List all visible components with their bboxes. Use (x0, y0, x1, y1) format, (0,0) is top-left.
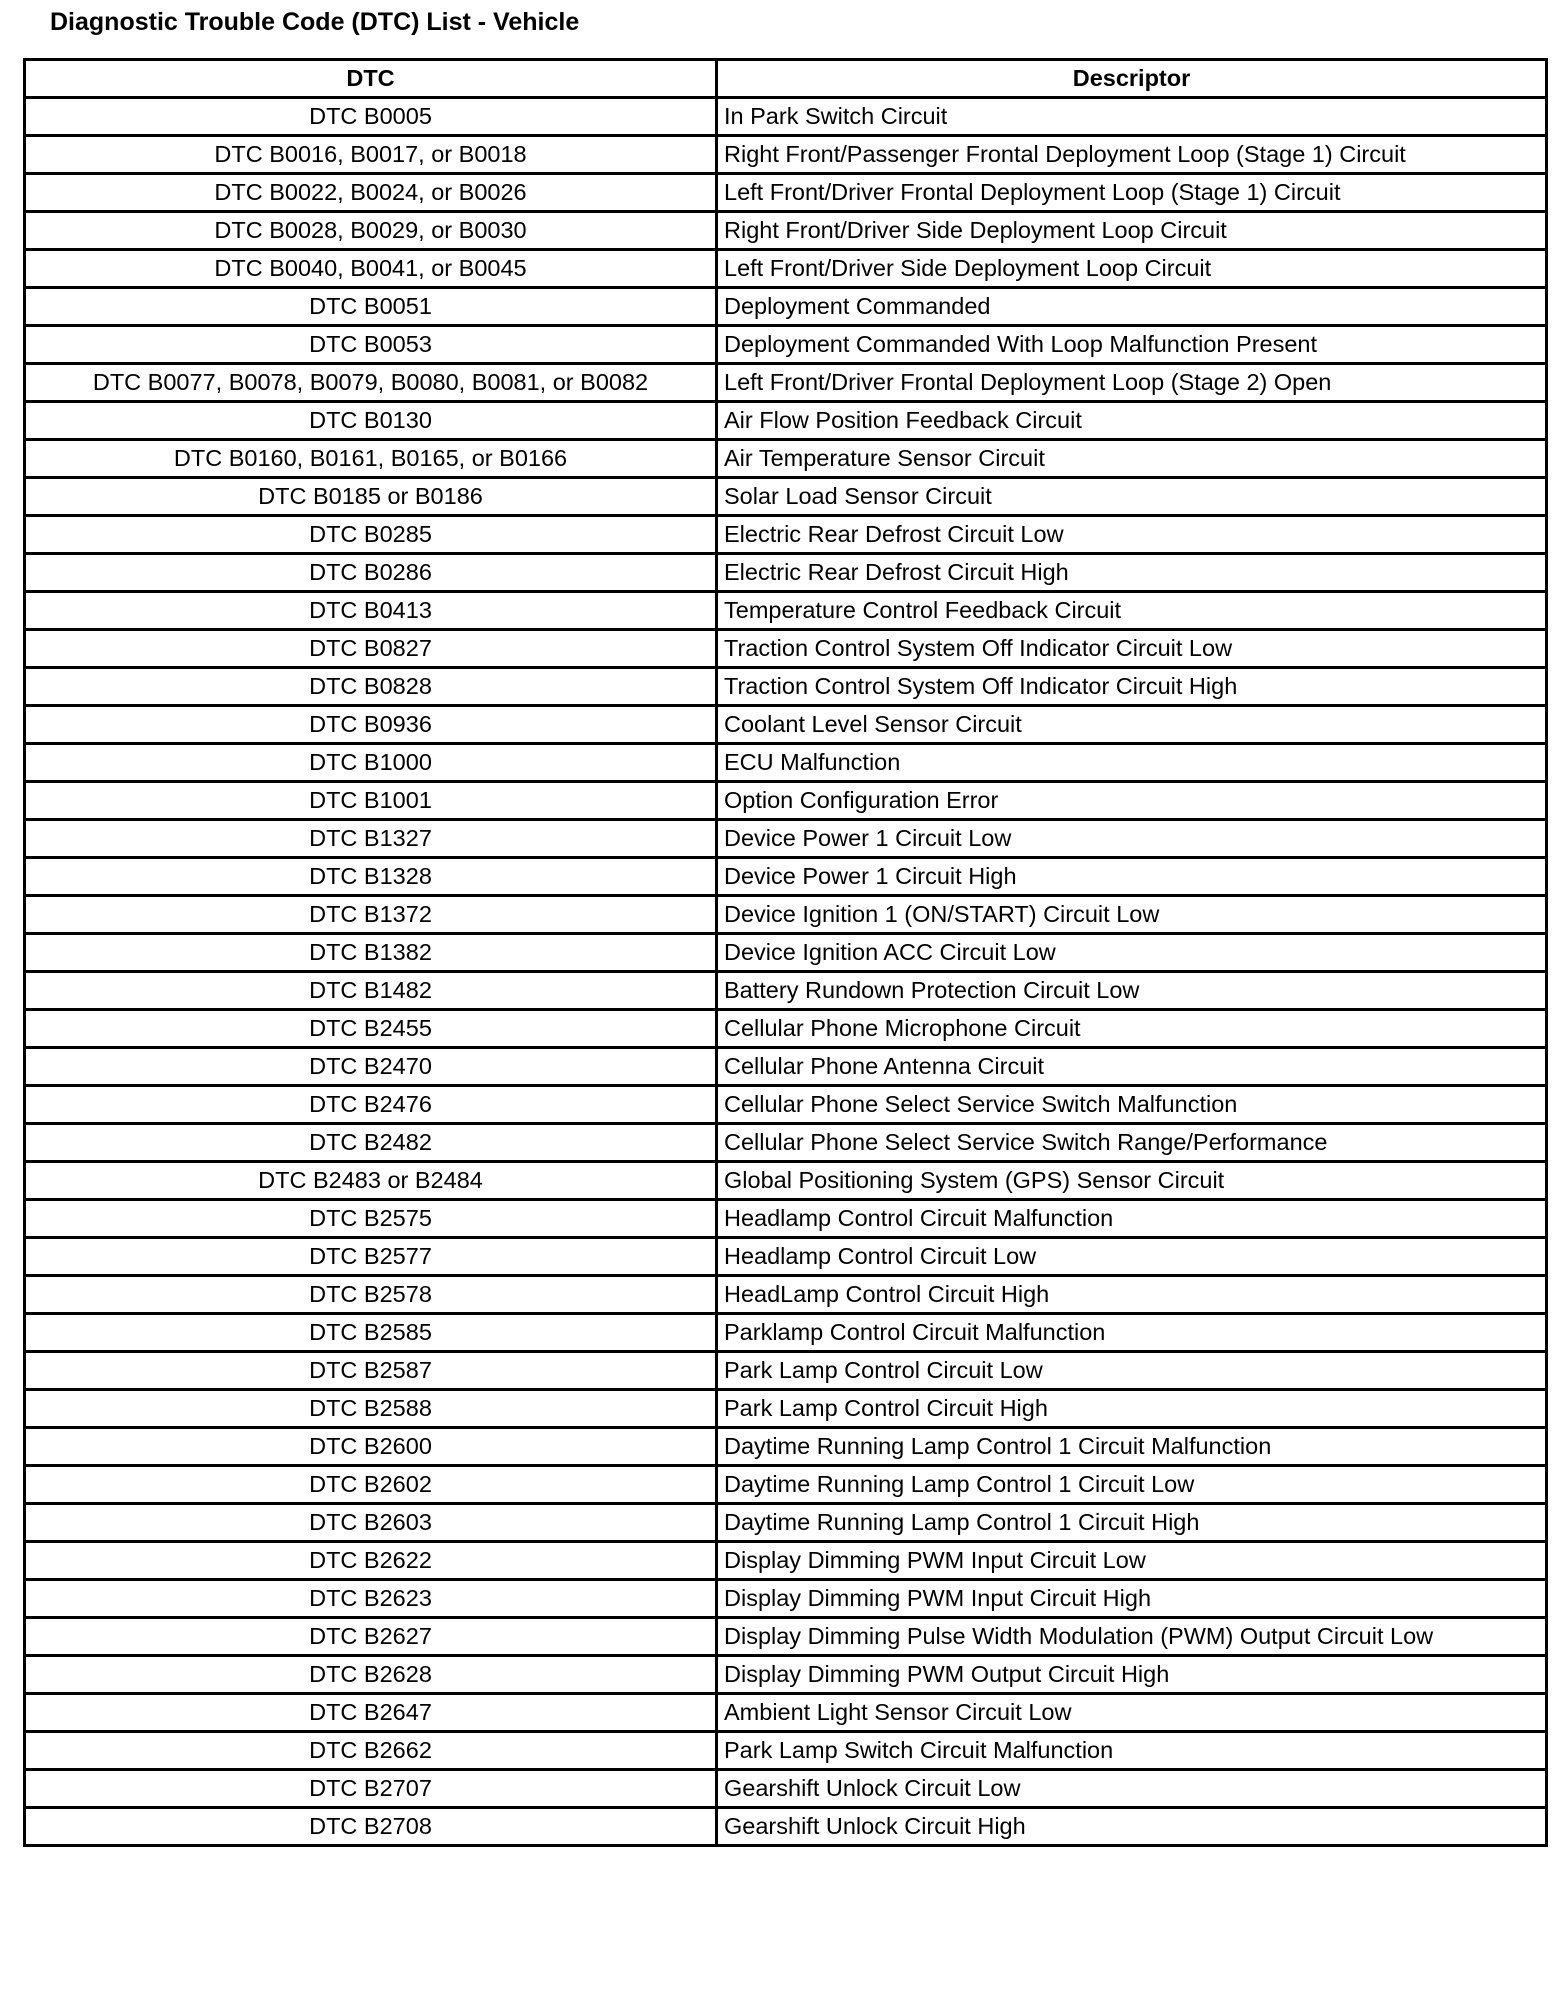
dtc-code-cell: DTC B0077, B0078, B0079, B0080, B0081, or B0082 (25, 364, 717, 402)
dtc-code-cell: DTC B2627 (25, 1618, 717, 1656)
dtc-descriptor-cell: Deployment Commanded (717, 288, 1547, 326)
dtc-descriptor-cell: Gearshift Unlock Circuit High (717, 1808, 1547, 1846)
table-row (25, 1010, 1547, 1048)
dtc-code-cell: DTC B0040, B0041, or B0045 (25, 250, 717, 288)
dtc-descriptor-cell: Device Power 1 Circuit Low (717, 820, 1547, 858)
table-row (25, 858, 1547, 896)
table-row (25, 934, 1547, 972)
dtc-descriptor-cell: Traction Control System Off Indicator Circuit High (717, 668, 1547, 706)
dtc-code-cell: DTC B0936 (25, 706, 717, 744)
table-row (25, 1580, 1547, 1618)
dtc-code-cell: DTC B1327 (25, 820, 717, 858)
dtc-descriptor-cell: Ambient Light Sensor Circuit Low (717, 1694, 1547, 1732)
table-row (25, 1048, 1547, 1086)
table-row (25, 820, 1547, 858)
dtc-code-cell: DTC B0028, B0029, or B0030 (25, 212, 717, 250)
dtc-code-cell: DTC B2628 (25, 1656, 717, 1694)
dtc-code-cell: DTC B0413 (25, 592, 717, 630)
dtc-code-cell: DTC B0005 (25, 98, 717, 136)
table-row (25, 1352, 1547, 1390)
dtc-descriptor-cell: Air Temperature Sensor Circuit (717, 440, 1547, 478)
dtc-descriptor-cell: Deployment Commanded With Loop Malfunction Present (717, 326, 1547, 364)
dtc-code-cell: DTC B0185 or B0186 (25, 478, 717, 516)
table-row (25, 668, 1547, 706)
dtc-descriptor-cell: Device Power 1 Circuit High (717, 858, 1547, 896)
dtc-code-cell: DTC B1372 (25, 896, 717, 934)
dtc-descriptor-cell: Coolant Level Sensor Circuit (717, 706, 1547, 744)
dtc-descriptor-cell: Park Lamp Control Circuit Low (717, 1352, 1547, 1390)
table-row (25, 1770, 1547, 1808)
dtc-code-cell: DTC B0285 (25, 516, 717, 554)
dtc-descriptor-cell: Display Dimming PWM Output Circuit High (717, 1656, 1547, 1694)
dtc-descriptor-cell: Device Ignition ACC Circuit Low (717, 934, 1547, 972)
dtc-code-cell: DTC B2647 (25, 1694, 717, 1732)
dtc-descriptor-cell: Park Lamp Switch Circuit Malfunction (717, 1732, 1547, 1770)
dtc-code-cell: DTC B2662 (25, 1732, 717, 1770)
table-row (25, 1086, 1547, 1124)
table-row (25, 1314, 1547, 1352)
table-header-row (25, 60, 1547, 98)
table-row (25, 1618, 1547, 1656)
table-row (25, 972, 1547, 1010)
dtc-descriptor-cell: Electric Rear Defrost Circuit High (717, 554, 1547, 592)
dtc-descriptor-cell: Left Front/Driver Side Deployment Loop Circuit (717, 250, 1547, 288)
dtc-code-cell: DTC B2585 (25, 1314, 717, 1352)
dtc-code-cell: DTC B1382 (25, 934, 717, 972)
dtc-descriptor-cell: Option Configuration Error (717, 782, 1547, 820)
dtc-descriptor-cell: Battery Rundown Protection Circuit Low (717, 972, 1547, 1010)
dtc-descriptor-cell: Air Flow Position Feedback Circuit (717, 402, 1547, 440)
table-row (25, 896, 1547, 934)
table-row (25, 1162, 1547, 1200)
column-header-dtc: DTC (25, 60, 717, 98)
table-row (25, 1200, 1547, 1238)
table-row (25, 1542, 1547, 1580)
dtc-descriptor-cell: Traction Control System Off Indicator Circuit Low (717, 630, 1547, 668)
dtc-descriptor-cell: Parklamp Control Circuit Malfunction (717, 1314, 1547, 1352)
dtc-code-cell: DTC B1328 (25, 858, 717, 896)
table-body (25, 98, 1547, 1846)
dtc-code-cell: DTC B0016, B0017, or B0018 (25, 136, 717, 174)
table-row (25, 1428, 1547, 1466)
dtc-code-cell: DTC B1000 (25, 744, 717, 782)
dtc-code-cell: DTC B2603 (25, 1504, 717, 1542)
dtc-descriptor-cell: Cellular Phone Select Service Switch Malfunction (717, 1086, 1547, 1124)
dtc-code-cell: DTC B2623 (25, 1580, 717, 1618)
table-row (25, 706, 1547, 744)
table-row (25, 440, 1547, 478)
table-row (25, 174, 1547, 212)
table-row (25, 1732, 1547, 1770)
dtc-code-cell: DTC B2482 (25, 1124, 717, 1162)
dtc-code-cell: DTC B2588 (25, 1390, 717, 1428)
dtc-descriptor-cell: Right Front/Passenger Frontal Deployment Loop (Stage 1) Circuit (717, 136, 1547, 174)
table-row (25, 592, 1547, 630)
table-row (25, 782, 1547, 820)
table-row (25, 1238, 1547, 1276)
dtc-descriptor-cell: Cellular Phone Microphone Circuit (717, 1010, 1547, 1048)
dtc-code-cell: DTC B0051 (25, 288, 717, 326)
dtc-code-cell: DTC B0827 (25, 630, 717, 668)
dtc-descriptor-cell: Cellular Phone Select Service Switch Range/Performance (717, 1124, 1547, 1162)
table-row (25, 1466, 1547, 1504)
dtc-code-cell: DTC B0286 (25, 554, 717, 592)
dtc-descriptor-cell: Display Dimming PWM Input Circuit Low (717, 1542, 1547, 1580)
dtc-code-cell: DTC B0053 (25, 326, 717, 364)
dtc-descriptor-cell: Display Dimming Pulse Width Modulation (PWM) Output Circuit Low (717, 1618, 1547, 1656)
table-row (25, 630, 1547, 668)
table-row (25, 364, 1547, 402)
table-row (25, 1276, 1547, 1314)
dtc-descriptor-cell: Park Lamp Control Circuit High (717, 1390, 1547, 1428)
table-row (25, 402, 1547, 440)
dtc-descriptor-cell: Cellular Phone Antenna Circuit (717, 1048, 1547, 1086)
document-title: Diagnostic Trouble Code (DTC) List - Vehicle (50, 8, 580, 36)
table-row (25, 1504, 1547, 1542)
dtc-code-cell: DTC B2708 (25, 1808, 717, 1846)
dtc-code-cell: DTC B1001 (25, 782, 717, 820)
dtc-descriptor-cell: Device Ignition 1 (ON/START) Circuit Low (717, 896, 1547, 934)
column-header-descriptor: Descriptor (717, 60, 1547, 98)
table-row (25, 136, 1547, 174)
dtc-descriptor-cell: In Park Switch Circuit (717, 98, 1547, 136)
dtc-descriptor-cell: Daytime Running Lamp Control 1 Circuit High (717, 1504, 1547, 1542)
table-row (25, 1124, 1547, 1162)
dtc-descriptor-cell: HeadLamp Control Circuit High (717, 1276, 1547, 1314)
dtc-descriptor-cell: Headlamp Control Circuit Low (717, 1238, 1547, 1276)
dtc-code-cell: DTC B2483 or B2484 (25, 1162, 717, 1200)
dtc-descriptor-cell: Solar Load Sensor Circuit (717, 478, 1547, 516)
dtc-descriptor-cell: Left Front/Driver Frontal Deployment Loop (Stage 2) Open (717, 364, 1547, 402)
dtc-code-cell: DTC B2622 (25, 1542, 717, 1580)
dtc-descriptor-cell: Global Positioning System (GPS) Sensor Circuit (717, 1162, 1547, 1200)
dtc-code-cell: DTC B1482 (25, 972, 717, 1010)
dtc-descriptor-cell: Headlamp Control Circuit Malfunction (717, 1200, 1547, 1238)
table-row (25, 744, 1547, 782)
dtc-descriptor-cell: Gearshift Unlock Circuit Low (717, 1770, 1547, 1808)
dtc-descriptor-cell: Daytime Running Lamp Control 1 Circuit Malfunction (717, 1428, 1547, 1466)
table-row (25, 516, 1547, 554)
table-row (25, 1390, 1547, 1428)
dtc-code-cell: DTC B2470 (25, 1048, 717, 1086)
table-row (25, 1656, 1547, 1694)
dtc-code-cell: DTC B0022, B0024, or B0026 (25, 174, 717, 212)
dtc-code-cell: DTC B2602 (25, 1466, 717, 1504)
dtc-code-cell: DTC B0130 (25, 402, 717, 440)
dtc-table (23, 58, 1548, 1847)
table-row (25, 554, 1547, 592)
dtc-descriptor-cell: ECU Malfunction (717, 744, 1547, 782)
table-row (25, 478, 1547, 516)
table-row (25, 1694, 1547, 1732)
table-row (25, 1808, 1547, 1846)
dtc-descriptor-cell: Left Front/Driver Frontal Deployment Loop (Stage 1) Circuit (717, 174, 1547, 212)
dtc-code-cell: DTC B2455 (25, 1010, 717, 1048)
dtc-code-cell: DTC B2476 (25, 1086, 717, 1124)
dtc-code-cell: DTC B0828 (25, 668, 717, 706)
table-row (25, 326, 1547, 364)
dtc-code-cell: DTC B2707 (25, 1770, 717, 1808)
table-row (25, 288, 1547, 326)
table-row (25, 98, 1547, 136)
dtc-descriptor-cell: Temperature Control Feedback Circuit (717, 592, 1547, 630)
dtc-descriptor-cell: Electric Rear Defrost Circuit Low (717, 516, 1547, 554)
dtc-code-cell: DTC B0160, B0161, B0165, or B0166 (25, 440, 717, 478)
dtc-descriptor-cell: Daytime Running Lamp Control 1 Circuit Low (717, 1466, 1547, 1504)
dtc-descriptor-cell: Display Dimming PWM Input Circuit High (717, 1580, 1547, 1618)
dtc-code-cell: DTC B2575 (25, 1200, 717, 1238)
dtc-code-cell: DTC B2600 (25, 1428, 717, 1466)
dtc-code-cell: DTC B2587 (25, 1352, 717, 1390)
dtc-code-cell: DTC B2578 (25, 1276, 717, 1314)
table-row (25, 212, 1547, 250)
dtc-code-cell: DTC B2577 (25, 1238, 717, 1276)
table-row (25, 250, 1547, 288)
dtc-descriptor-cell: Right Front/Driver Side Deployment Loop Circuit (717, 212, 1547, 250)
